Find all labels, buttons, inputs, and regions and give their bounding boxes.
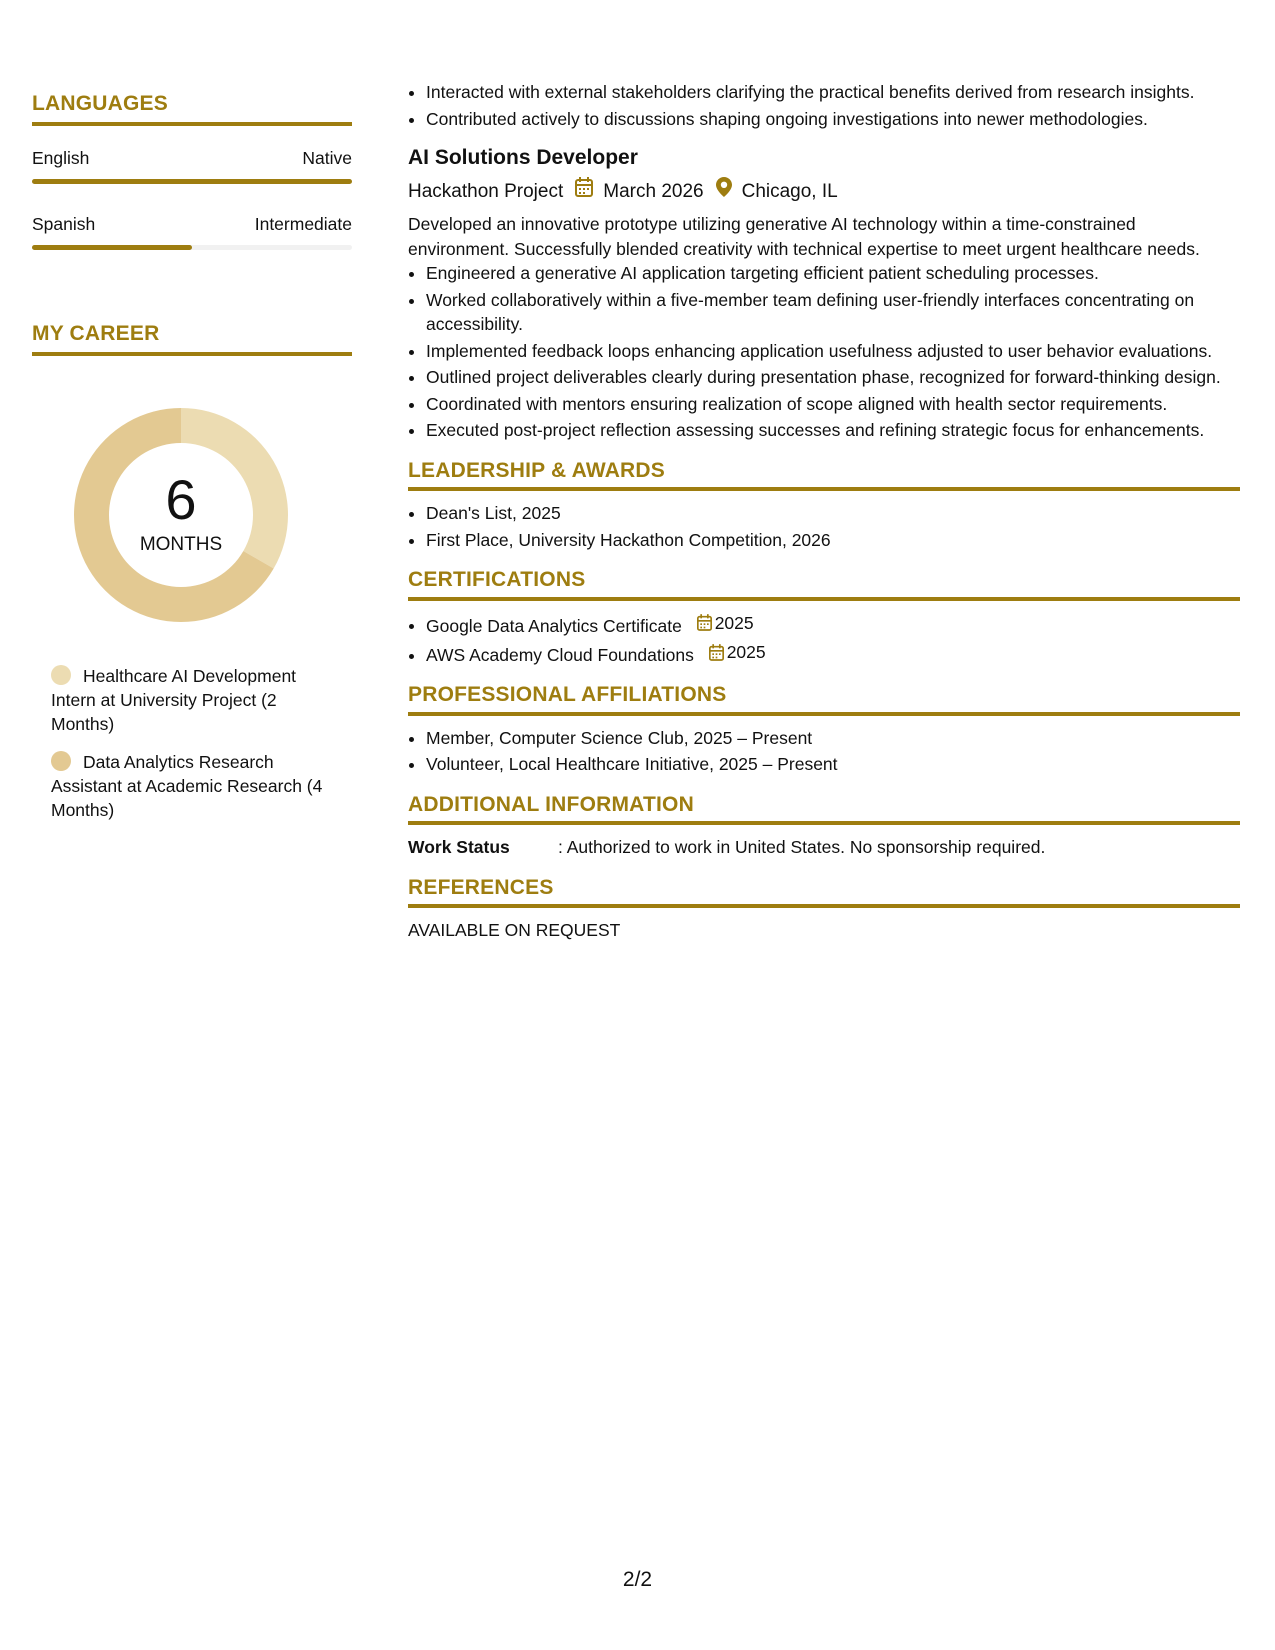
language-proficiency-bar <box>32 245 352 250</box>
legend-dot-1 <box>51 665 71 685</box>
legend-item <box>51 664 341 736</box>
affiliations-section <box>408 683 1240 777</box>
list-item: • First Place, University Hackathon Competition, 2026 <box>426 528 1240 553</box>
job-title: AI Solutions Developer <box>408 146 638 169</box>
language-name: English <box>32 148 90 168</box>
page-number: 2/2 <box>622 1568 653 1591</box>
additional-info-heading: ADDITIONAL INFORMATION <box>408 793 1240 826</box>
legend-dot-2 <box>51 751 71 771</box>
list-item: • Engineered a generative AI application targeting efficient patient scheduling processes. <box>426 261 1240 286</box>
career-total-value: 6 <box>165 468 197 531</box>
legend-label: Healthcare AI Development Intern at University Project (2 Months) <box>51 666 297 734</box>
leadership-section <box>408 459 1240 553</box>
work-status-value: : Authorized to work in United States. No sponsorship required. <box>558 837 1046 857</box>
list-item: • Executed post-project reflection assessing successes and refining strategic focus for enhancements. <box>426 418 1240 443</box>
calendar-icon <box>697 614 712 631</box>
language-proficiency-bar <box>32 179 352 184</box>
cert-name: Google Data Analytics Certificate <box>426 615 682 636</box>
language-item <box>32 148 352 184</box>
certifications-section <box>408 568 1240 667</box>
language-item <box>32 214 352 250</box>
legend-item <box>51 750 341 822</box>
list-item: • Contributed actively to discussions shaping ongoing investigations into newer methodologies. <box>426 107 1240 132</box>
references-heading: REFERENCES <box>408 876 1240 909</box>
list-item: • Interacted with external stakeholders clarifying the practical benefits derived from research insights. <box>426 80 1240 105</box>
references-section <box>408 876 1240 943</box>
language-level: Native <box>302 148 352 168</box>
right-column <box>408 80 1240 943</box>
language-level: Intermediate <box>254 214 352 234</box>
job-company: Hackathon Project <box>408 180 564 202</box>
job-meta <box>408 177 1240 206</box>
work-status-label: Work Status <box>408 837 510 857</box>
list-item <box>426 640 1240 667</box>
list-item: • Member, Computer Science Club, 2025 – Present <box>426 726 1240 751</box>
career-legend <box>51 664 341 822</box>
list-item: • Volunteer, Local Healthcare Initiative, 2025 – Present <box>426 752 1240 777</box>
career-heading: MY CAREER <box>32 322 352 356</box>
location-pin-icon <box>716 177 732 206</box>
certifications-heading: CERTIFICATIONS <box>408 568 1240 601</box>
previous-job-bullets <box>408 80 1240 131</box>
languages-heading: LANGUAGES <box>32 92 352 126</box>
affiliations-heading: PROFESSIONAL AFFILIATIONS <box>408 683 1240 716</box>
references-text: AVAILABLE ON REQUEST <box>408 920 621 940</box>
list-item <box>426 611 1240 638</box>
list-item: • Coordinated with mentors ensuring realization of scope aligned with health sector requirements. <box>426 392 1240 417</box>
list-item: • Worked collaboratively within a five-member team defining user-friendly interfaces concentrating on accessibility. <box>426 288 1240 337</box>
job-description: Developed an innovative prototype utilizing generative AI technology within a time-constrained environment. Successfully blended creativity with technical expertise to meet urgent healthcare needs. <box>408 214 1200 259</box>
left-column <box>32 92 352 836</box>
calendar-icon <box>709 644 724 661</box>
job-date: March 2026 <box>603 180 704 202</box>
career-donut-chart <box>66 400 296 630</box>
leadership-heading: LEADERSHIP & AWARDS <box>408 459 1240 492</box>
language-proficiency-fill <box>32 179 352 184</box>
list-item: • Dean's List, 2025 <box>426 501 1240 526</box>
language-name: Spanish <box>32 214 96 234</box>
calendar-icon <box>575 177 593 206</box>
additional-info-section <box>408 793 1240 860</box>
cert-year: 2025 <box>726 641 766 662</box>
cert-name: AWS Academy Cloud Foundations <box>426 644 694 665</box>
legend-label: Data Analytics Research Assistant at Academic Research (4 Months) <box>51 752 323 820</box>
job-bullets <box>408 261 1240 443</box>
cert-year: 2025 <box>714 612 754 633</box>
career-total-unit: MONTHS <box>139 534 223 555</box>
language-proficiency-fill <box>32 245 192 250</box>
list-item: • Implemented feedback loops enhancing application usefulness adjusted to user behavior evaluations. <box>426 339 1240 364</box>
list-item: • Outlined project deliverables clearly during presentation phase, recognized for forward-thinking design. <box>426 365 1240 390</box>
job-location: Chicago, IL <box>741 180 838 202</box>
